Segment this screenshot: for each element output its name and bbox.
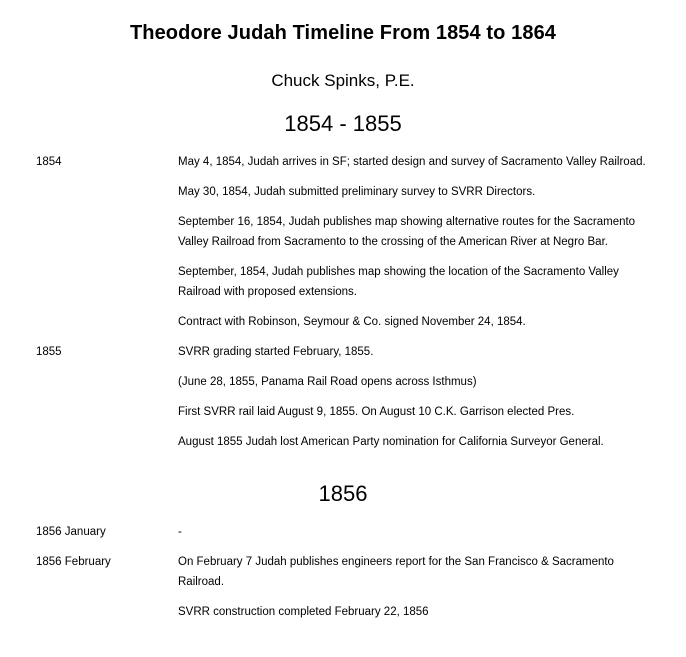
timeline-row-label: 1856 January (36, 526, 106, 538)
section-rows (36, 152, 650, 462)
timeline-row-content (178, 552, 654, 632)
document-author: Chuck Spinks, P.E. (271, 71, 415, 90)
timeline-event-text: Contract with Robinson, Seymour & Co. signed November 24, 1854. (178, 316, 526, 328)
page-title: Theodore Judah Timeline From 1854 to 1864 (129, 22, 557, 44)
section-heading: 1856 (318, 481, 368, 506)
timeline-event-text: August 1855 Judah lost American Party nomination for California Surveyor General. (178, 436, 604, 448)
timeline-event-text: September, 1854, Judah publishes map showing the location of the Sacramento Valley Railroad with proposed extensions. (178, 266, 619, 298)
timeline-sections (36, 110, 650, 632)
timeline-row (36, 342, 650, 462)
timeline-event-text: SVRR construction completed February 22, 1856 (178, 606, 429, 618)
timeline-event-text: First SVRR rail laid August 9, 1855. On August 10 C.K. Garrison elected Pres. (178, 406, 575, 418)
section-heading: 1854 - 1855 (284, 111, 402, 136)
timeline-row-content (178, 522, 654, 552)
timeline-row-label: 1856 February (36, 556, 111, 568)
timeline-event-text: September 16, 1854, Judah publishes map showing alternative routes for the Sacramento Valley Railroad from Sacramento to the crossing of the American River at Negro Bar. (178, 216, 636, 248)
timeline-event-text: - (178, 526, 182, 538)
timeline-event-text: May 30, 1854, Judah submitted preliminary survey to SVRR Directors. (178, 186, 536, 198)
timeline-row (36, 152, 650, 342)
timeline-event-text: SVRR grading started February, 1855. (178, 346, 374, 358)
timeline-row (36, 552, 650, 632)
section-rows (36, 522, 650, 632)
timeline-row-label: 1854 (36, 156, 62, 168)
timeline-row-content (178, 342, 654, 462)
timeline-row (36, 522, 650, 552)
timeline-event-text: May 4, 1854, Judah arrives in SF; started design and survey of Sacramento Valley Railroad. (178, 156, 646, 168)
timeline-event-text: On February 7 Judah publishes engineers report for the San Francisco & Sacramento Railroad. (178, 556, 614, 588)
timeline-row-content (178, 152, 654, 342)
timeline-row-label: 1855 (36, 346, 62, 358)
timeline-event-text: (June 28, 1855, Panama Rail Road opens across Isthmus) (178, 376, 477, 388)
